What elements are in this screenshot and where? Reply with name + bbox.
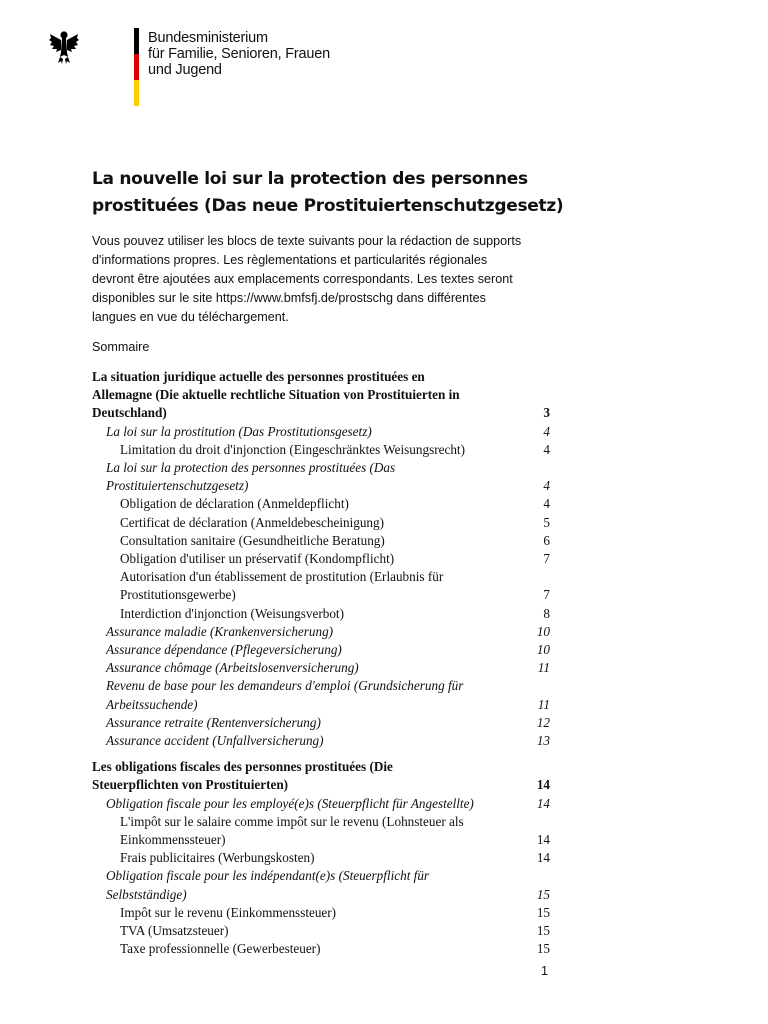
- toc-line: [92, 776, 552, 794]
- intro-line: langues en vue du téléchargement.: [92, 310, 289, 324]
- toc-line: [120, 605, 552, 623]
- toc-line: [106, 867, 552, 885]
- intro-line: d'informations propres. Les règlementations et particularités régionales: [92, 253, 488, 267]
- toc-entry-text: Autorisation d'un établissement de prostitution (Erlaubnis für: [120, 569, 444, 585]
- toc-entry-text: Prostitutionsgewerbe): [120, 587, 236, 603]
- flag-stripe-gold: [134, 80, 139, 106]
- toc-entry-text: Assurance maladie (Krankenversicherung): [106, 623, 334, 639]
- toc-page-number: 12: [536, 714, 550, 730]
- toc-entry-text: Obligation de déclaration (Anmeldepflicht): [120, 496, 349, 512]
- toc-page-number: 7: [543, 551, 550, 567]
- toc-entry-text: Certificat de déclaration (Anmeldebescheinigung): [120, 514, 385, 530]
- toc-line: [120, 940, 552, 958]
- flag-stripe-red: [134, 54, 139, 80]
- toc-entry-text: La situation juridique actuelle des personnes prostituées en: [92, 369, 425, 384]
- toc-page-number: 4: [543, 441, 550, 457]
- toc-line: [120, 831, 552, 849]
- toc-subsection[interactable]: [92, 514, 552, 532]
- toc-page-number: 10: [536, 623, 550, 639]
- toc-page-number: 11: [537, 696, 550, 712]
- toc-page-number: 14: [536, 832, 550, 848]
- toc-page-number: 8: [543, 605, 550, 621]
- toc-page-number: 4: [543, 496, 550, 512]
- toc-subsection[interactable]: [92, 441, 552, 459]
- title-line: La nouvelle loi sur la protection des personnes: [92, 169, 528, 189]
- flag-stripe-black: [134, 28, 139, 54]
- toc-entry-text: TVA (Umsatzsteuer): [120, 923, 229, 939]
- german-flag-bar: [134, 28, 139, 106]
- toc-line: [106, 677, 552, 695]
- toc-section[interactable]: [92, 714, 552, 732]
- toc-entry-text: Assurance dépendance (Pflegeversicherung): [106, 642, 342, 658]
- toc-subsection[interactable]: [92, 568, 552, 604]
- intro-line: Vous pouvez utiliser les blocs de texte suivants pour la rédaction de supports: [92, 234, 522, 248]
- toc-line: [106, 696, 552, 714]
- toc-page-number: 3: [543, 405, 550, 421]
- toc-page-number: 13: [536, 733, 550, 749]
- toc-line: [92, 368, 552, 386]
- toc-entry-text: Revenu de base pour les demandeurs d'emploi (Grundsicherung für: [106, 678, 464, 694]
- document-title: [92, 166, 612, 220]
- toc-page-number: 15: [536, 941, 550, 957]
- toc-line: [120, 532, 552, 550]
- toc-entry-text: Les obligations fiscales des personnes prostituées (Die: [92, 759, 393, 775]
- toc-line: [120, 441, 552, 459]
- toc-page-number: 15: [536, 923, 550, 939]
- toc-page-number: 15: [536, 886, 550, 902]
- toc-entry-text: Assurance accident (Unfallversicherung): [106, 733, 324, 749]
- toc-entry-text: La loi sur la protection des personnes prostituées (Das: [106, 460, 396, 476]
- toc-subsection[interactable]: [92, 940, 552, 958]
- federal-eagle-icon: [48, 28, 80, 66]
- page-number: 1: [541, 964, 549, 978]
- toc-entry-text: Deutschland): [92, 405, 167, 421]
- summary-heading: Sommaire: [92, 340, 150, 354]
- toc-entry-text: Obligation fiscale pour les indépendant(e)s (Steuerpflicht für: [106, 868, 430, 884]
- toc-subsection[interactable]: [92, 605, 552, 623]
- ministry-name-line: für Familie, Senioren, Frauen: [148, 46, 330, 62]
- toc-entry-text: Taxe professionnelle (Gewerbesteuer): [120, 941, 321, 957]
- toc-line: [120, 904, 552, 922]
- toc-line: [92, 386, 552, 404]
- toc-entry-text: Arbeitssuchende): [106, 696, 198, 712]
- toc-page-number: 14: [536, 795, 550, 811]
- toc-line: [106, 477, 552, 495]
- ministry-logo: [48, 28, 330, 110]
- toc-entry-text: Selbstständige): [106, 886, 187, 902]
- toc-subsection[interactable]: [92, 922, 552, 940]
- table-of-contents: [92, 368, 552, 959]
- toc-entry-text: La loi sur la prostitution (Das Prostitutionsgesetz): [106, 423, 372, 439]
- toc-line: [120, 813, 552, 831]
- toc-entry-text: Interdiction d'injonction (Weisungsverbot): [120, 605, 344, 621]
- toc-subsection[interactable]: [92, 495, 552, 513]
- toc-page-number: 5: [543, 514, 550, 530]
- toc-section-gap: [92, 750, 552, 758]
- toc-page-number: 14: [536, 850, 550, 866]
- toc-entry-text: Einkommenssteuer): [120, 832, 226, 848]
- toc-entry-text: Consultation sanitaire (Gesundheitliche Beratung): [120, 532, 385, 548]
- intro-line: devront être ajoutées aux emplacements correspondants. Les textes seront: [92, 272, 513, 286]
- toc-section[interactable]: [92, 732, 552, 750]
- toc-page-number: 14: [536, 777, 550, 793]
- toc-subsection[interactable]: [92, 904, 552, 922]
- toc-entry-text: Assurance chômage (Arbeitslosenversicherung): [106, 660, 359, 676]
- toc-entry-text: L'impôt sur le salaire comme impôt sur le revenu (Lohnsteuer als: [120, 813, 464, 829]
- toc-subsection[interactable]: [92, 813, 552, 849]
- toc-page-number: 7: [543, 587, 550, 603]
- toc-section[interactable]: [92, 423, 552, 441]
- toc-section[interactable]: [92, 459, 552, 495]
- toc-line: [106, 732, 552, 750]
- intro-line: disponibles sur le site https://www.bmfsfj.de/prostschg dans différentes: [92, 291, 486, 305]
- toc-line: [106, 459, 552, 477]
- intro-paragraph: [92, 232, 552, 327]
- toc-line: [120, 514, 552, 532]
- toc-line: [120, 922, 552, 940]
- toc-page-number: 6: [543, 532, 550, 548]
- toc-line: [120, 849, 552, 867]
- toc-entry-text: Assurance retraite (Rentenversicherung): [106, 714, 321, 730]
- toc-line: [106, 623, 552, 641]
- toc-page-number: 15: [536, 904, 550, 920]
- toc-section[interactable]: [92, 623, 552, 641]
- toc-subsection[interactable]: [92, 550, 552, 568]
- ministry-name: [148, 30, 330, 78]
- toc-page-number: 10: [536, 642, 550, 658]
- toc-section[interactable]: [92, 677, 552, 713]
- title-line: prostituées (Das neue Prostituiertenschutzgesetz): [92, 196, 564, 216]
- toc-entry-text: Obligation fiscale pour les employé(e)s (Steuerpflicht für Angestellte): [106, 795, 474, 811]
- toc-entry-text: Prostituiertenschutzgesetz): [106, 478, 249, 494]
- toc-entry-text: Steuerpflichten von Prostituierten): [92, 777, 289, 793]
- toc-line: [92, 758, 552, 776]
- toc-line: [120, 586, 552, 604]
- toc-chapter[interactable]: [92, 368, 552, 423]
- toc-line: [106, 886, 552, 904]
- toc-entry-text: Limitation du droit d'injonction (Eingeschränktes Weisungsrecht): [120, 441, 465, 457]
- toc-entry-text: Impôt sur le revenu (Einkommenssteuer): [120, 904, 337, 920]
- toc-section[interactable]: [92, 795, 552, 813]
- toc-entry-text: Frais publicitaires (Werbungskosten): [120, 850, 315, 866]
- toc-subsection[interactable]: [92, 532, 552, 550]
- toc-page-number: 4: [543, 478, 550, 494]
- toc-entry-text: Obligation d'utiliser un préservatif (Kondompflicht): [120, 551, 395, 567]
- toc-page-number: 11: [537, 660, 550, 676]
- toc-line: [120, 550, 552, 568]
- toc-entry-text: Allemagne (Die aktuelle rechtliche Situation von Prostituierten in: [92, 387, 460, 403]
- toc-section[interactable]: [92, 867, 552, 903]
- toc-line: [106, 714, 552, 732]
- toc-line: [92, 404, 552, 422]
- ministry-name-line: und Jugend: [148, 62, 222, 78]
- toc-section[interactable]: [92, 659, 552, 677]
- ministry-name-line: Bundesministerium: [148, 30, 268, 46]
- toc-page-number: 4: [543, 423, 550, 439]
- toc-subsection[interactable]: [92, 849, 552, 867]
- toc-chapter[interactable]: [92, 758, 552, 794]
- toc-line: [106, 641, 552, 659]
- toc-section[interactable]: [92, 641, 552, 659]
- toc-line: [106, 659, 552, 677]
- toc-line: [120, 568, 552, 586]
- toc-line: [106, 423, 552, 441]
- toc-line: [106, 795, 552, 813]
- toc-line: [120, 495, 552, 513]
